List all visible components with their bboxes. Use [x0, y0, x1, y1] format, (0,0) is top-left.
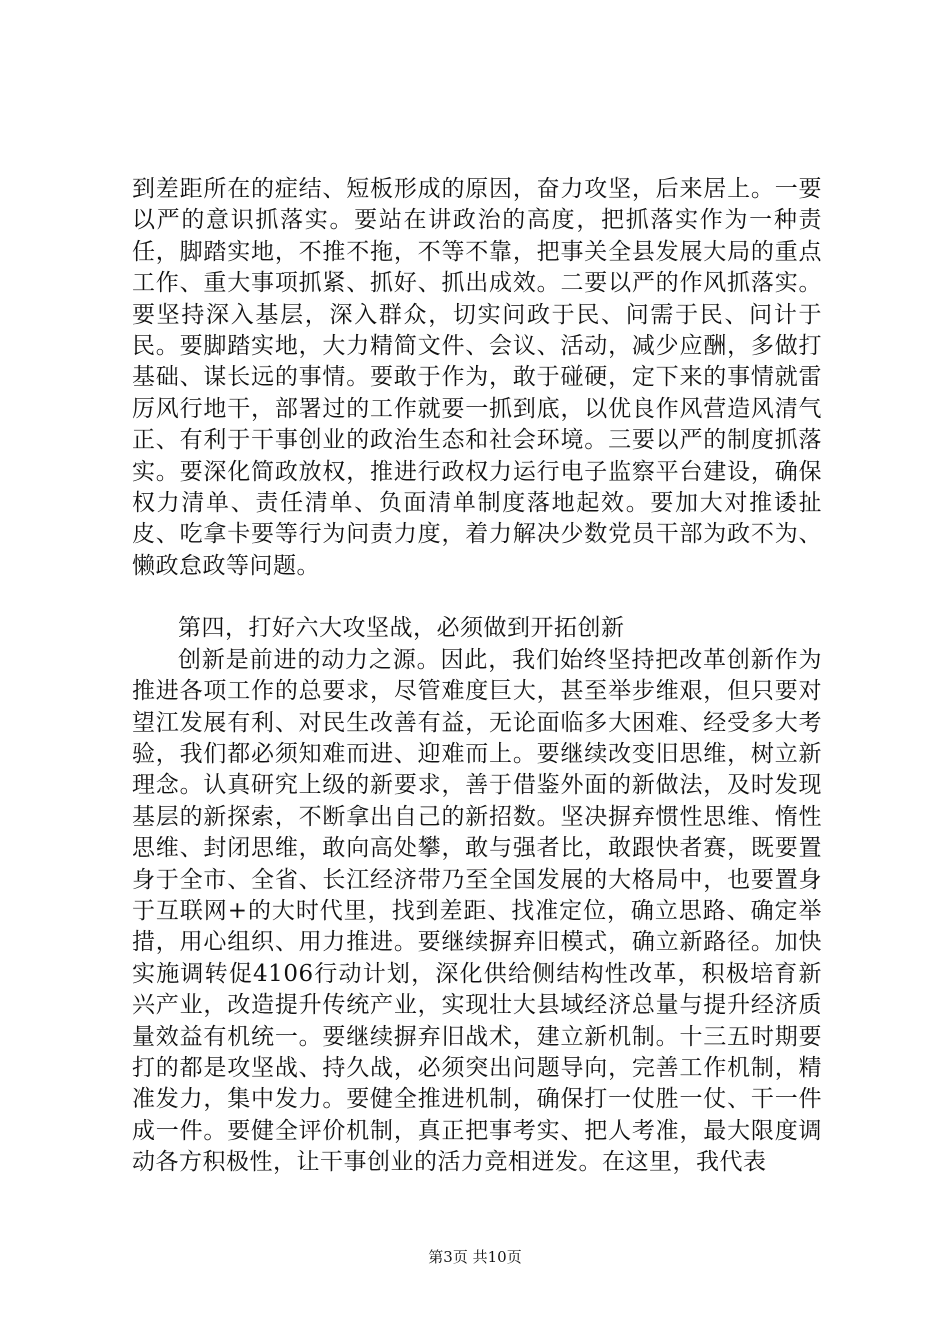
paragraph-innovation: 创新是前进的动力之源。因此，我们始终坚持把改革创新作为推进各项工作的总要求，尽管难度巨大，甚至举步维艰，但只要对望江发展有利、对民生改善有益，无论面临多大困难、经受多大考验，我们都必须知难而进、迎难而上。要继续改变旧思维，树立新理念。认真研究上级的新要求，善于借鉴外面的新做法，及时发现基层的新探索，不断拿出自己的新招数。坚决摒弃惯性思维、惰性思维、封闭思维，敢向高处攀，敢与强者比，敢跟快者赛，既要置身于全市、全省、长江经济带乃至全国发展的大格局中，也要置身于互联网+的大时代里，找到差距、找准定位，确立思路、确定举措，用心组织、用力推进。要继续摒弃旧模式，确立新路径。加快实施调转促4106行动计划，深化供给侧结构性改革，积极培育新兴产业，改造提升传统产业，实现壮大县域经济总量与提升经济质量效益有机统一。要继续摒弃旧战术，建立新机制。十三五时期要打的都是攻坚战、持久战，必须突出问题导向，完善工作机制，精准发力，集中发力。要健全推进机制，确保打一仗胜一仗、干一件成一件。要健全评价机制，真正把事考实、把人考准，最大限度调动各方积极性，让干事创业的活力竞相迸发。在这里，我代表	[132, 646, 822, 1176]
paragraph-continuation: 到差距所在的症结、短板形成的原因，奋力攻坚，后来居上。一要以严的意识抓落实。要站在讲政治的高度，把抓落实作为一种责任，脚踏实地，不推不拖，不等不靠，把事关全县发展大局的重点工作、重大事项抓紧、抓好、抓出成效。二要以严的作风抓落实。要坚持深入基层，深入群众，切实问政于民、问需于民、问计于民。要脚踏实地，大力精简文件、会议、活动，减少应酬，多做打基础、谋长远的事情。要敢于作为，敢于碰硬，定下来的事情就雷厉风行地干，部署过的工作就要一抓到底，以优良作风营造风清气正、有利于干事创业的政治生态和社会环境。三要以严的制度抓落实。要深化简政放权，推进行政权力运行电子监察平台建设，确保权力清单、责任清单、负面清单制度落地起效。要加大对推诿扯皮、吃拿卡要等行为问责力度，着力解决少数党员干部为政不为、懒政怠政等问题。	[132, 176, 822, 579]
document-body	[132, 174, 822, 1179]
section-heading: 第四，打好六大攻坚战，必须做到开拓创新	[178, 615, 625, 642]
page-footer: 第3页 共10页	[428, 1248, 522, 1266]
